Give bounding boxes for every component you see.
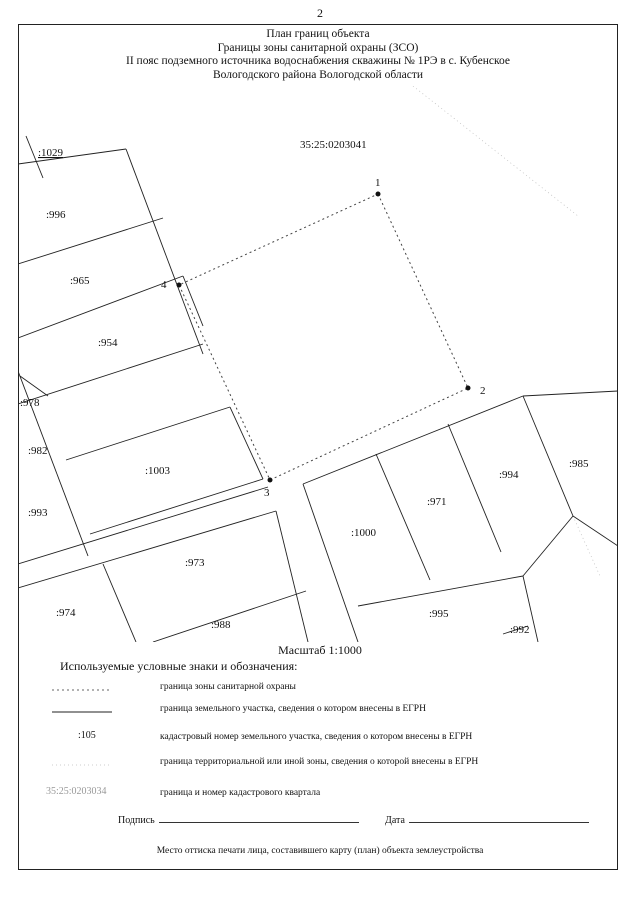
parcel-label: :982: [28, 445, 48, 457]
parcel-label: :994: [499, 469, 519, 481]
zone-line-symbol: [40, 755, 150, 773]
point-1-label: 1: [375, 177, 381, 189]
title-line-2: Границы зоны санитарной охраны (ЗСО): [217, 41, 419, 54]
point-1-marker: [376, 192, 381, 197]
legend-row-cadastral-number: [40, 730, 600, 748]
signature-field: [118, 815, 359, 826]
parcel-label: :985: [569, 458, 589, 470]
page-number: 2: [317, 6, 323, 20]
legend-row-zone-boundary: [40, 680, 600, 698]
legend-text: граница земельного участка, сведения о котором внесены в ЕГРН: [160, 704, 426, 714]
legend-text: кадастровый номер земельного участка, сведения о котором внесены в ЕГРН: [160, 732, 473, 742]
parcel-label: :978: [20, 397, 40, 409]
parcel-label: :1003: [145, 465, 171, 477]
signature-label: Подпись: [118, 815, 155, 826]
point-4-label: 4: [161, 279, 167, 291]
point-2-label: 2: [480, 385, 486, 397]
legend-row-zone: [40, 755, 600, 773]
legend-row-quarter: [40, 786, 600, 804]
legend-text: граница зоны санитарной охраны: [160, 682, 296, 692]
point-2-marker: [466, 386, 471, 391]
parcel-label: :965: [70, 275, 90, 287]
title-line-4: Вологодского района Вологодской области: [212, 68, 424, 81]
parcel-label: :988: [211, 619, 231, 631]
legend-symbol-text: :105: [78, 730, 96, 741]
legend-title: Используемые условные знаки и обозначения:: [60, 659, 298, 673]
stamp-place-note: Место оттиска печати лица, составившего карту (план) объекта землеустройства: [156, 846, 484, 856]
point-3-label: 3: [264, 487, 270, 499]
parcel-label: :1000: [351, 527, 377, 539]
legend-symbol-text: 35:25:0203034: [46, 786, 107, 797]
point-3-marker: [268, 478, 273, 483]
date-label: Дата: [385, 815, 405, 826]
date-field: [385, 815, 589, 826]
legend-text: граница и номер кадастрового квартала: [160, 788, 321, 798]
dashed-line-symbol: [40, 680, 150, 698]
parcel-label: :996: [46, 209, 66, 221]
boundary-map: [18, 86, 618, 642]
title-line-3: II пояс подземного источника водоснабжения скважины № 1РЭ в с. Кубенское: [126, 55, 510, 67]
parcel-label: :993: [28, 507, 48, 519]
parcel-label: :1029: [38, 147, 64, 159]
parcel-label: :974: [56, 607, 76, 619]
legend-text: граница территориальной или иной зоны, сведения о которой внесены в ЕГРН: [160, 757, 479, 767]
parcel-label: :992: [510, 624, 530, 636]
solid-line-symbol: [40, 702, 150, 720]
parcel-label: :954: [98, 337, 118, 349]
title-line-1: План границ объекта: [266, 28, 370, 40]
quarter-label: 35:25:0203041: [300, 139, 367, 151]
parcel-label: :973: [185, 557, 205, 569]
map-scale: Масштаб 1:1000: [278, 643, 362, 657]
parcel-label: :995: [429, 608, 449, 620]
point-4-marker: [177, 283, 182, 288]
title-block: [18, 28, 618, 82]
legend-row-parcel-boundary: [40, 702, 600, 720]
parcel-label: :971: [427, 496, 447, 508]
